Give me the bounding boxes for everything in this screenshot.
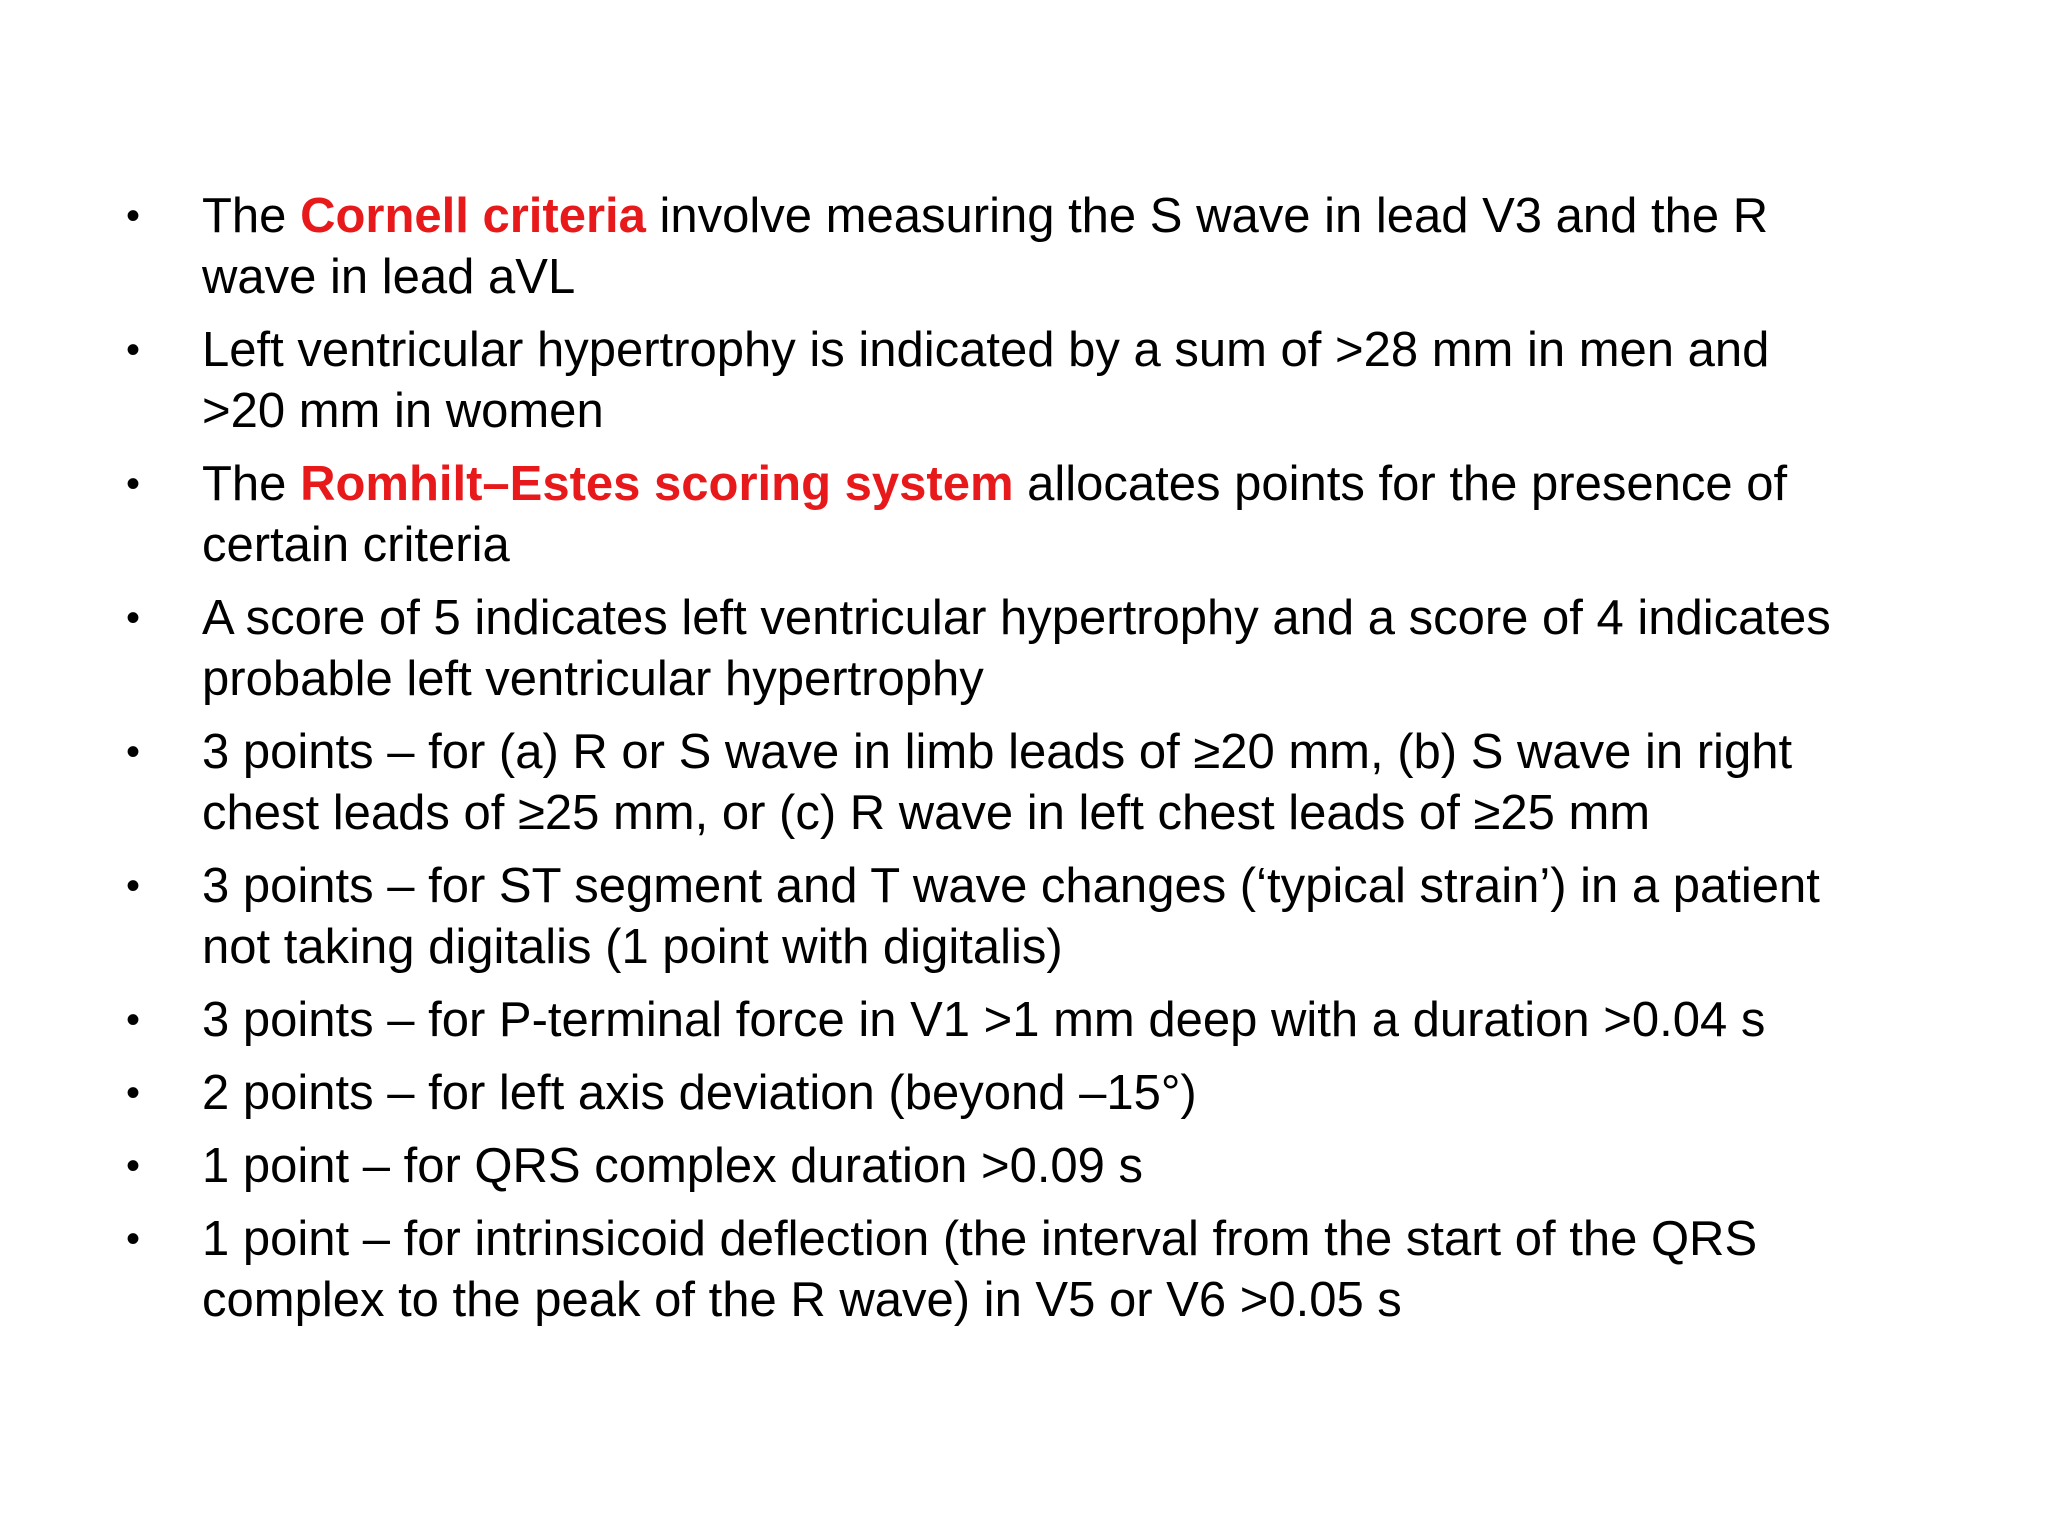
text-line [202,186,1962,247]
text-line: complex to the peak of the R wave) in V5 or V6 >0.05 s [202,1273,1402,1327]
bullet-text [202,320,1962,442]
text-line: A score of 5 indicates left ventricular hypertrophy and a score of 4 indicates [202,591,1831,645]
text-line: 1 point – for QRS complex duration >0.09 s [202,1139,1144,1193]
bullet-dot-icon: • [126,462,141,506]
bullet-text [202,722,1962,844]
text-line: 1 point – for intrinsicoid deflection (the interval from the start of the QRS [202,1212,1758,1266]
bullet-text [202,454,1962,576]
bullet-list [122,186,1962,1343]
bullet-text [202,990,1962,1051]
text-line: >20 mm in women [202,384,604,438]
text-run: allocates points for the presence of [1013,457,1788,511]
bullet-dot-icon: • [126,730,141,774]
text-line: 3 points – for ST segment and T wave changes (‘typical strain’) in a patient [202,859,1820,913]
text-line: 3 points – for (a) R or S wave in limb leads of ≥20 mm, (b) S wave in right [202,725,1793,779]
list-item-romhilt-estes [122,454,1962,576]
bullet-text [202,856,1962,978]
text-run: involve measuring the S wave in lead V3 and the R [645,189,1769,243]
text-run: The [202,457,301,511]
bullet-text [202,1209,1962,1331]
text-line: wave in lead aVL [202,250,576,304]
highlighted-term: Cornell criteria [300,189,646,243]
list-item-voltage-points [122,722,1962,844]
list-item-p-terminal-points [122,990,1962,1051]
bullet-text [202,588,1962,710]
bullet-dot-icon: • [126,194,141,238]
list-item-lvh-sum [122,320,1962,442]
list-item-st-t-points [122,856,1962,978]
bullet-dot-icon: • [126,596,141,640]
list-item-qrs-duration-points [122,1136,1962,1197]
bullet-text [202,1136,1962,1197]
bullet-dot-icon: • [126,1071,141,1115]
text-line: 2 points – for left axis deviation (beyond –15°) [202,1066,1197,1120]
list-item-axis-points [122,1063,1962,1124]
bullet-text [202,186,1962,308]
highlighted-term: Romhilt–Estes scoring system [300,457,1014,511]
text-line [202,454,1962,515]
text-line: not taking digitalis (1 point with digitalis) [202,920,1063,974]
text-run: The [202,189,301,243]
text-line: chest leads of ≥25 mm, or (c) R wave in left chest leads of ≥25 mm [202,786,1651,840]
list-item-cornell [122,186,1962,308]
bullet-dot-icon: • [126,864,141,908]
bullet-dot-icon: • [126,1217,141,1261]
text-line: probable left ventricular hypertrophy [202,652,984,706]
bullet-text [202,1063,1962,1124]
bullet-dot-icon: • [126,328,141,372]
list-item-intrinsicoid-points [122,1209,1962,1331]
list-item-score [122,588,1962,710]
bullet-dot-icon: • [126,998,141,1042]
text-line: certain criteria [202,518,510,572]
text-line: Left ventricular hypertrophy is indicated by a sum of >28 mm in men and [202,323,1770,377]
text-line: 3 points – for P-terminal force in V1 >1 mm deep with a duration >0.04 s [202,993,1766,1047]
bullet-dot-icon: • [126,1144,141,1188]
